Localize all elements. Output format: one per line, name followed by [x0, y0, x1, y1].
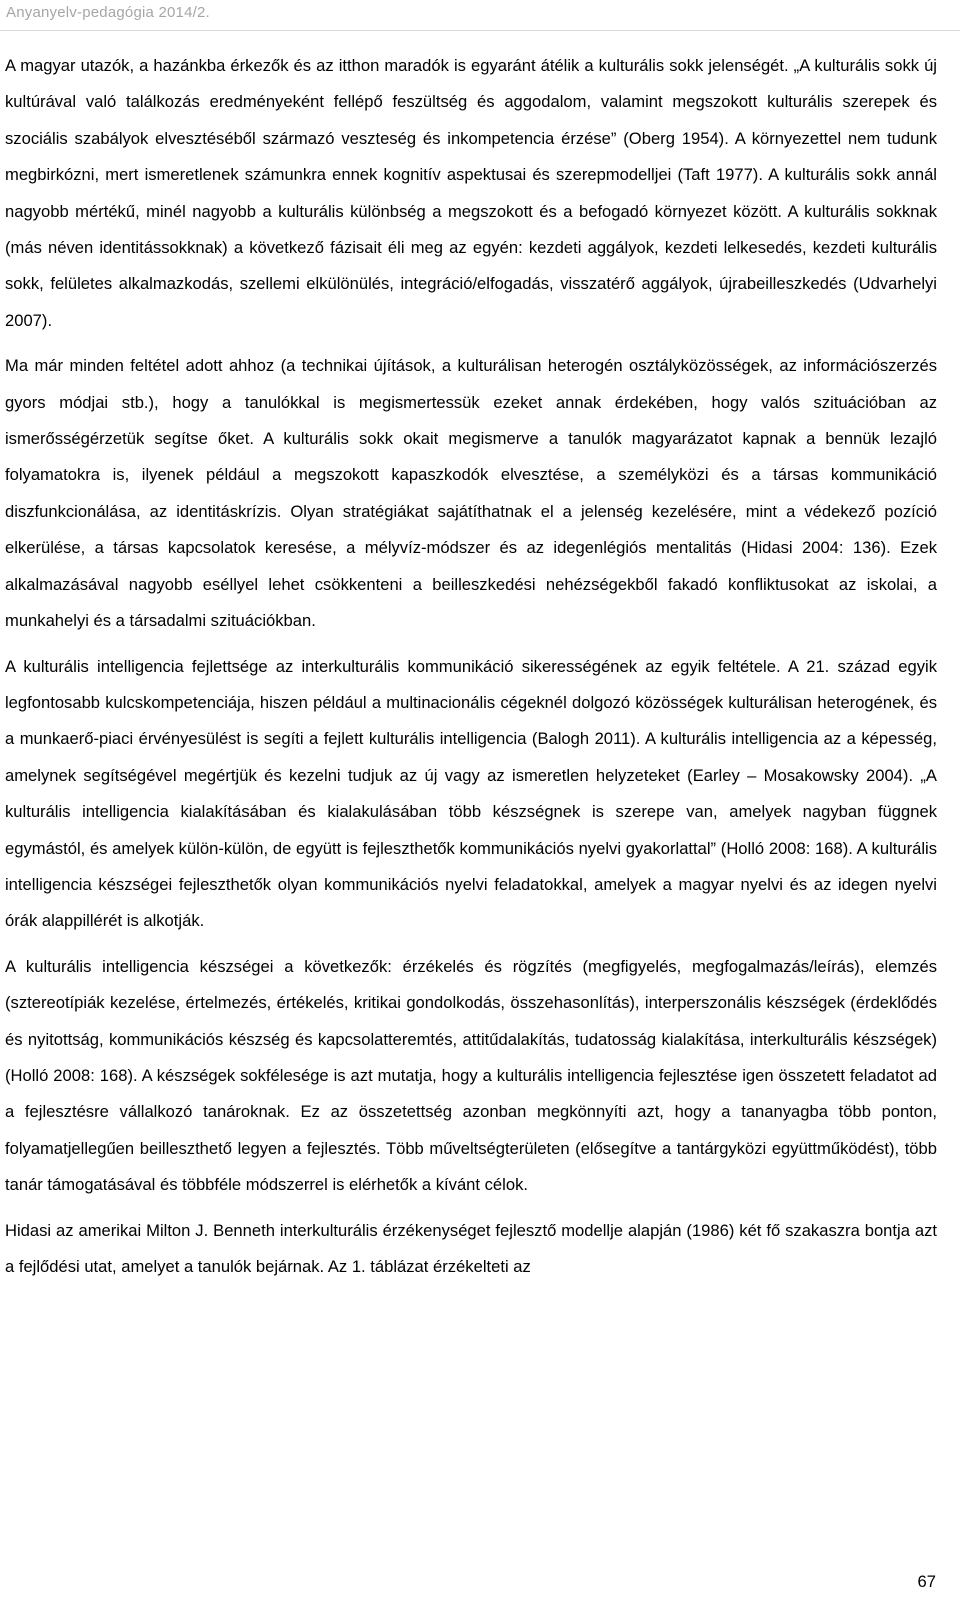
body-text	[5, 48, 937, 1285]
paragraph-teaching-conditions: Ma már minden feltétel adott ahhoz (a technikai újítások, a kulturálisan heterogén osztályközösségek, az információszerzés gyors módjai stb.), hogy a tanulókkal is megismertessük ezeket annak érdekében, hogy valós szituációban az ismerősségérzetük segítse őket. A kulturális sokk okait megismerve a tanulók magyarázatot kapnak a bennük lezajló folyamatokra is, ilyenek például a megszokott kapaszkodók elvesztése, a személyközi és a társas kommunikáció diszfunkcionálása, az identitáskrízis. Olyan stratégiákat sajátíthatnak el a jelenség kezelésére, mint a védekező pozíció elkerülése, a társas kapcsolatok keresése, a mélyvíz-módszer és az idegenlégiós mentalitás (Hidasi 2004: 136). Ezek alkalmazásával nagyobb eséllyel lehet csökkenteni a beilleszkedési nehézségekből fakadó konfliktusokat az iskolai, a munkahelyi és a társadalmi szituációkban.	[5, 356, 937, 631]
paragraph-ci-skills: A kulturális intelligencia készségei a következők: érzékelés és rögzítés (megfigyelés, megfogalmazás/leírás), elemzés (sztereotípiák kezelése, értelmezés, értékelés, kritikai gondolkodás, összehasonlítás), interperszonális készségek (érdeklődés és nyitottság, kommunikációs készség és kapcsolatteremtés, attitűdalakítás, tudatosság kialakítása, interkulturális készségek) (Holló 2008: 168). A készségek sokfélesége is azt mutatja, hogy a kulturális intelligencia fejlesztése igen összetett feladatot ad a fejlesztésre vállalkozó tanároknak. Ez az összetettség azonban megkönnyíti azt, hogy a tananyagba több ponton, folyamatjellegűen beilleszthető legyen a fejlesztés. Több műveltségterületen (elősegítve a tantárgyközi együttműködést), több tanár támogatásával és többféle módszerrel is elérhetők a kívánt célok.	[5, 956, 937, 1195]
paragraph-cultural-intelligence: A kulturális intelligencia fejlettsége az interkulturális kommunikáció sikerességének az egyik feltétele. A 21. század egyik legfontosabb kulcskompetenciája, hiszen például a multinacionális cégeknél dolgozó közösségek kulturálisan heterogének, és a munkaerő-piaci érvényesülést is segíti a fejlett kulturális intelligencia (Balogh 2011). A kulturális intelligencia az a képesség, amelynek segítségével megértjük és kezelni tudjuk az új vagy az ismeretlen helyzeteket (Earley – Mosakowsky 2004). „A kulturális intelligencia kialakításában és kialakulásában több készségnek is szerepe van, amelyek nagyban függnek egymástól, és amelyek külön-külön, de együtt is fejleszthetők kommunikációs nyelvi gyakorlattal” (Holló 2008: 168). A kulturális intelligencia készségei fejleszthetők olyan kommunikációs nyelvi feladatokkal, amelyek a magyar nyelvi és az idegen nyelvi órák alappillérét is alkotják.	[5, 656, 937, 931]
running-header: Anyanyelv-pedagógia 2014/2.	[6, 4, 210, 21]
page-number: 67	[917, 1572, 936, 1591]
paragraph-culture-shock: A magyar utazók, a hazánkba érkezők és az itthon maradók is egyaránt átélik a kulturális sokk jelenségét. „A kulturális sokk új kultúrával való találkozás eredményeként fellépő feszültség és aggodalom, valamint megszokott kulturális szerepek és szociális szabályok elvesztéséből származó veszteség és inkompetencia érzése” (Oberg 1954). A környezettel nem tudunk megbirkózni, mert ismeretlenek számunkra ennek kognitív aspektusai és szerepmodelljei (Taft 1977). A kulturális sokk annál nagyobb mértékű, minél nagyobb a kulturális különbség a megszokott és a befogadó környezet között. A kulturális sokknak (más néven identitássokknak) a következő fázisait éli meg az egyén: kezdeti aggályok, kezdeti lelkesedés, kezdeti kulturális sokk, felületes alkalmazkodás, szellemi elkülönülés, integráció/elfogadás, visszatérő aggályok, újrabeilleszkedés (Udvarhelyi 2007).	[5, 56, 937, 330]
header-divider	[0, 30, 960, 31]
paragraph-hidasi-bennett: Hidasi az amerikai Milton J. Benneth interkulturális érzékenységet fejlesztő modellje alapján (1986) két fő szakaszra bontja azt a fejlődési utat, amelyet a tanulók bejárnak. Az 1. táblázat érzékelteti az	[5, 1220, 937, 1276]
